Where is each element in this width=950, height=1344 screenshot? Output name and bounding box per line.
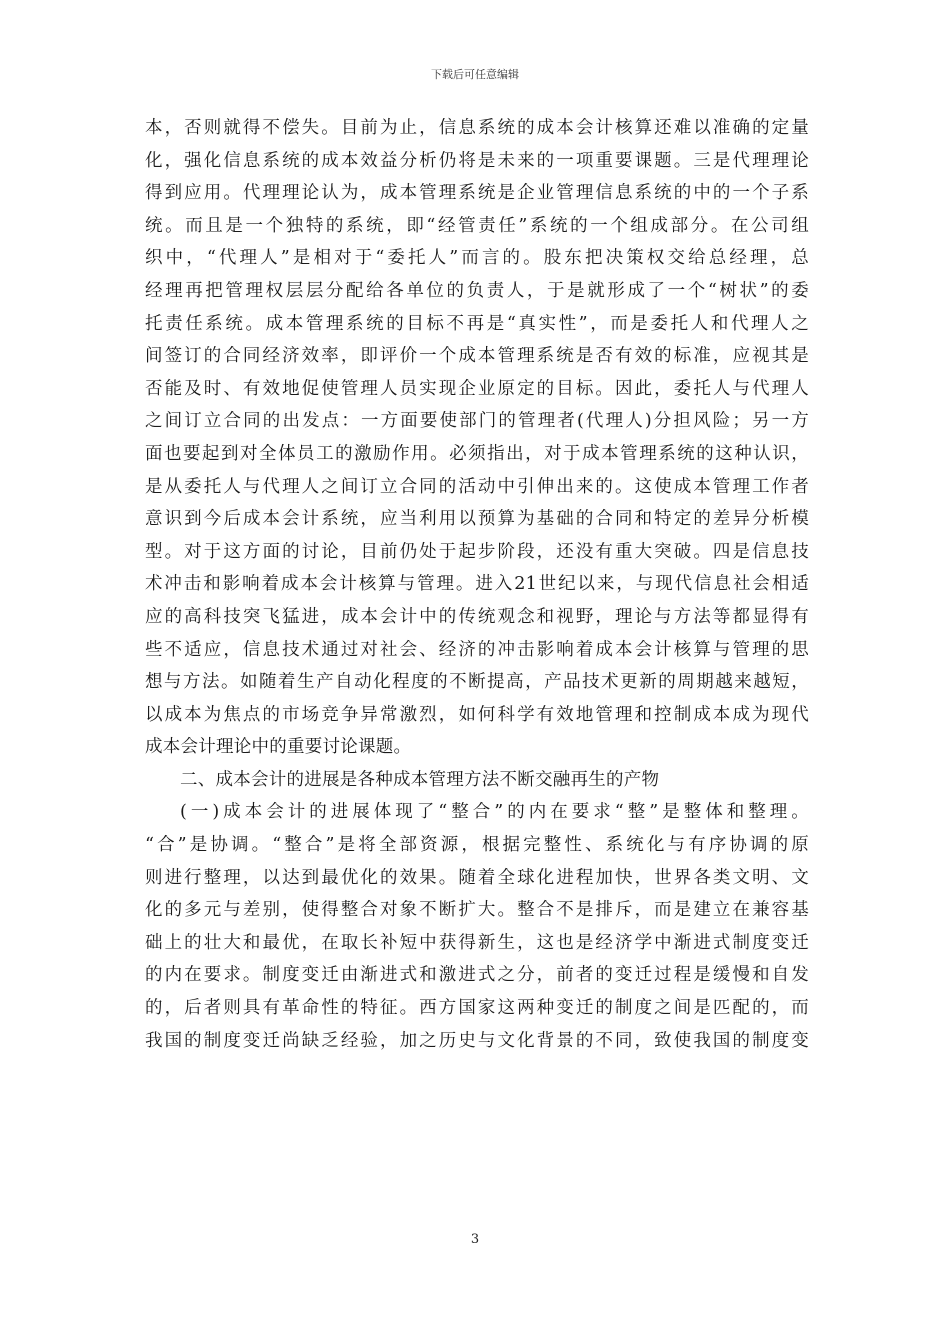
text-line: 得到应用。代理理论认为，成本管理系统是企业管理信息系统的中的一个子系 bbox=[145, 183, 809, 204]
body-text bbox=[145, 112, 809, 1057]
text-line: 本，否则就得不偿失。目前为止，信息系统的成本会计核算还难以准确的定量 bbox=[145, 118, 809, 138]
text-line: 的，后者则具有革命性的特征。西方国家这两种变迁的制度之间是匹配的，而 bbox=[145, 998, 809, 1019]
text-line: 则进行整理，以达到最优化的效果。随着全球化进程加快，世界各类文明、文 bbox=[145, 867, 809, 888]
text-line: 应的高科技突飞猛进，成本会计中的传统观念和视野，理论与方法等都显得有 bbox=[145, 606, 809, 627]
text-line: 我国的制度变迁尚缺乏经验，加之历史与文化背景的不同，致使我国的制度变 bbox=[145, 1030, 809, 1051]
text-line: 型。对于这方面的讨论，目前仍处于起步阶段，还没有重大突破。四是信息技 bbox=[145, 541, 809, 562]
text-line: 以成本为焦点的市场竞争异常激烈，如何科学有效地管理和控制成本成为现代 bbox=[145, 704, 809, 725]
subsection-heading: (一)成本会计的进展体现了“整合”的内在要求“整”是整体和整理。 bbox=[180, 802, 809, 823]
text-line: 间签订的合同经济效率，即评价一个成本管理系统是否有效的标准，应视其是 bbox=[145, 346, 809, 367]
text-line: 之间订立合同的出发点：一方面要使部门的管理者(代理人)分担风险；另一方 bbox=[145, 411, 809, 432]
text-line: 是从委托人与代理人之间订立合同的活动中引伸出来的。这使成本管理工作者 bbox=[145, 476, 809, 497]
text-line: 经理再把管理权层层分配给各单位的负责人，于是就形成了一个“树状”的委 bbox=[145, 280, 809, 301]
text-line: 的内在要求。制度变迁由渐进式和激进式之分，前者的变迁过程是缓慢和自发 bbox=[145, 965, 809, 986]
text-line: 面也要起到对全体员工的激励作用。必须指出，对于成本管理系统的这种认识， bbox=[145, 443, 809, 464]
text-line: “合”是协调。“整合”是将全部资源，根据完整性、系统化与有序协调的原 bbox=[145, 835, 809, 856]
text-line: 成本会计理论中的重要讨论课题。 bbox=[145, 737, 412, 758]
text-line: 想与方法。如随着生产自动化程度的不断提高，产品技术更新的周期越来越短， bbox=[145, 672, 809, 693]
text-line: 些不适应，信息技术通过对社会、经济的冲击影响着成本会计核算与管理的思 bbox=[145, 639, 809, 660]
section-heading: 二、成本会计的进展是各种成本管理方法不断交融再生的产物 bbox=[180, 769, 660, 790]
page-header: 下载后可任意编辑 bbox=[431, 68, 519, 81]
text-line: 础上的壮大和最优，在取长补短中获得新生，这也是经济学中渐进式制度变迁 bbox=[145, 932, 809, 953]
text-line: 术冲击和影响着成本会计核算与管理。进入21世纪以来，与现代信息社会相适 bbox=[145, 574, 809, 595]
text-line: 化，强化信息系统的成本效益分析仍将是未来的一项重要课题。三是代理理论 bbox=[145, 150, 809, 171]
text-line: 化的多元与差别，使得整合对象不断扩大。整合不是排斥，而是建立在兼容基 bbox=[145, 900, 809, 921]
page-number: 3 bbox=[470, 1232, 480, 1247]
text-line: 统。而且是一个独特的系统，即“经管责任”系统的一个组成部分。在公司组 bbox=[145, 215, 809, 236]
text-line: 托责任系统。成本管理系统的目标不再是“真实性”，而是委托人和代理人之 bbox=[145, 313, 809, 334]
text-line: 意识到今后成本会计系统，应当利用以预算为基础的合同和特定的差异分析模 bbox=[145, 509, 809, 530]
text-line: 否能及时、有效地促使管理人员实现企业原定的目标。因此，委托人与代理人 bbox=[145, 378, 809, 399]
text-line: 织中，“代理人”是相对于“委托人”而言的。股东把决策权交给总经理，总 bbox=[145, 248, 809, 269]
